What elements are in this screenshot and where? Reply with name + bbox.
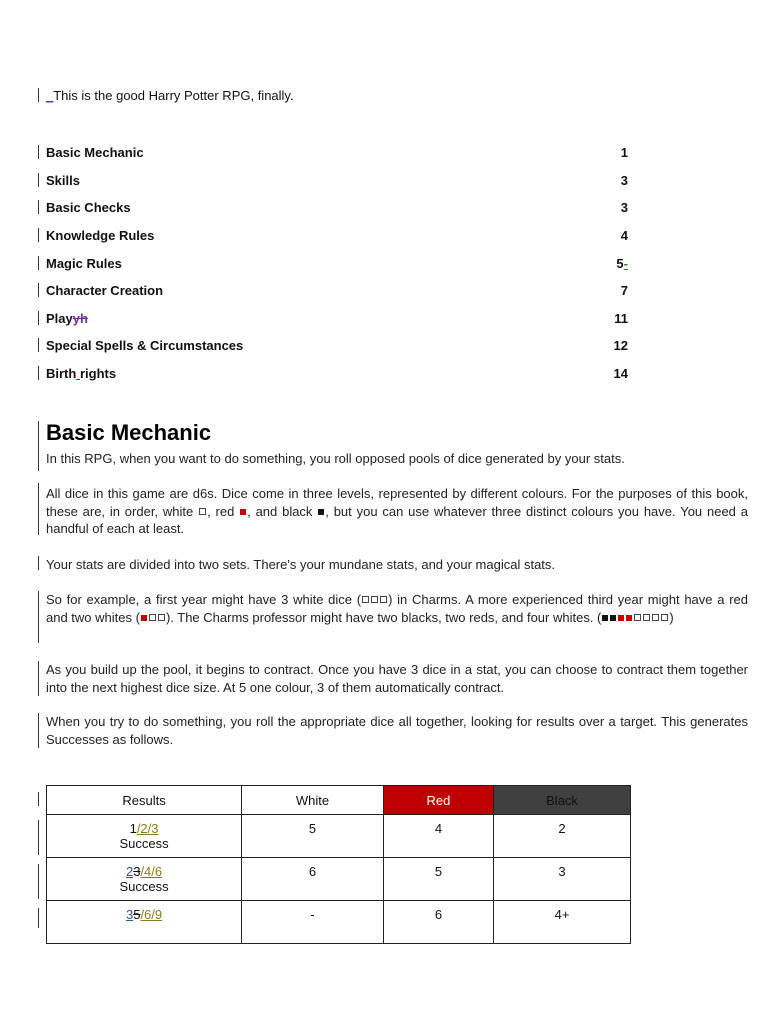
white-die-icon bbox=[634, 614, 641, 621]
red-die-icon bbox=[618, 615, 624, 621]
toc-title-text: Play bbox=[46, 311, 73, 326]
deleted-text: 5 bbox=[133, 907, 141, 922]
change-bar bbox=[38, 338, 39, 352]
paragraph-text: So for example, a first year might have 3 white dice ( bbox=[46, 592, 362, 607]
paragraph: Your stats are divided into two sets. There's your mundane stats, and your magical stats. bbox=[46, 557, 556, 572]
white-die-icon bbox=[371, 596, 378, 603]
paragraph-text: ) bbox=[669, 609, 674, 625]
table-header-cell: Results bbox=[47, 786, 242, 815]
table-cell: 6 bbox=[242, 858, 384, 901]
red-die-icon bbox=[141, 615, 147, 621]
change-bar bbox=[38, 792, 39, 806]
change-bar bbox=[38, 173, 39, 187]
paragraph: When you try to do something, you roll the appropriate dice all together, looking for results over a target. This generates Successes as follows. bbox=[46, 714, 748, 747]
paragraph bbox=[46, 485, 748, 538]
change-bar bbox=[38, 200, 39, 214]
cell-text: 1 bbox=[129, 821, 137, 836]
white-die-icon bbox=[652, 614, 659, 621]
white-die-icon bbox=[380, 596, 387, 603]
deleted-text: 3 bbox=[133, 864, 141, 879]
intro-line bbox=[46, 88, 294, 103]
change-bar bbox=[38, 483, 39, 535]
black-die-icon bbox=[602, 615, 608, 621]
toc-title: Basic Checks bbox=[46, 200, 131, 215]
toc-entry-play[interactable] bbox=[46, 311, 628, 326]
table-row bbox=[47, 858, 631, 901]
black-die-icon bbox=[610, 615, 616, 621]
table-header-cell: Black bbox=[494, 786, 631, 815]
table-header-cell: White bbox=[242, 786, 384, 815]
red-die-icon bbox=[240, 509, 246, 515]
white-die-icon bbox=[362, 596, 369, 603]
change-bar bbox=[38, 228, 39, 242]
paragraph-text: , but you can use whatever three distinct colours you have. You need a handful of each at least. bbox=[46, 503, 748, 536]
red-die-icon bbox=[626, 615, 632, 621]
change-bar bbox=[38, 591, 39, 643]
table-cell: 6 bbox=[383, 901, 493, 944]
inserted-mark: _ bbox=[46, 88, 54, 103]
toc-page: 3 bbox=[620, 200, 628, 215]
intro-text: This is the good Harry Potter RPG, finally. bbox=[53, 88, 294, 103]
toc-entry-knowledge-rules[interactable] bbox=[46, 228, 628, 243]
paragraph-text: , red bbox=[207, 503, 240, 519]
toc-title-text: Birth bbox=[46, 366, 77, 381]
toc-page: 1 bbox=[620, 145, 628, 160]
inserted-text: 2 bbox=[125, 864, 134, 879]
change-bar bbox=[38, 366, 39, 380]
change-bar bbox=[38, 421, 39, 471]
toc-title: Magic Rules bbox=[46, 256, 122, 271]
toc-page: 7 bbox=[620, 283, 628, 298]
table-cell: 2 bbox=[494, 815, 631, 858]
toc-title bbox=[46, 311, 88, 326]
change-bar bbox=[38, 661, 39, 696]
inserted-text: /6/9 bbox=[140, 907, 163, 922]
cell-text: Success bbox=[119, 836, 169, 851]
deleted-text: yh bbox=[72, 311, 88, 326]
table-cell bbox=[47, 815, 242, 858]
toc-entry-magic-rules[interactable] bbox=[46, 256, 628, 271]
table-header-row bbox=[47, 786, 631, 815]
paragraph: As you build up the pool, it begins to contract. Once you have 3 dice in a stat, you can choose to contract them together into the next highest dice size. At 5 one colour, 3 of them automatically contract. bbox=[46, 662, 748, 695]
white-die-icon bbox=[149, 614, 156, 621]
white-die-icon bbox=[661, 614, 668, 621]
table-row bbox=[47, 815, 631, 858]
table-cell: 5 bbox=[383, 858, 493, 901]
paragraph: In this RPG, when you want to do something, you roll opposed pools of dice generated by your stats. bbox=[46, 451, 625, 466]
table-cell bbox=[47, 858, 242, 901]
toc-page: 4 bbox=[620, 228, 628, 243]
table-header-cell: Red bbox=[383, 786, 493, 815]
paragraph-text: All dice in this game are d6s. Dice come in three levels, represented by different colours. For the purposes of this book, these are, in order, white bbox=[46, 486, 748, 519]
paragraph-text: , and black bbox=[247, 503, 318, 519]
toc-entry-basic-checks[interactable] bbox=[46, 200, 628, 215]
change-bar bbox=[38, 864, 39, 899]
toc-page: 14 bbox=[613, 366, 628, 381]
table-cell: 5 bbox=[242, 815, 384, 858]
table-cell: 4+ bbox=[494, 901, 631, 944]
table-cell: 4 bbox=[383, 815, 493, 858]
change-bar bbox=[38, 908, 39, 928]
change-bar bbox=[38, 820, 39, 855]
inserted-text: 3 bbox=[125, 907, 134, 922]
white-die-icon bbox=[158, 614, 165, 621]
change-bar bbox=[38, 256, 39, 270]
change-bar bbox=[38, 145, 39, 159]
paragraph bbox=[46, 591, 748, 626]
toc-entry-skills[interactable] bbox=[46, 173, 628, 188]
table-cell bbox=[47, 901, 242, 944]
toc-page: 11 bbox=[614, 311, 628, 326]
paragraph-text: ) in Charms. A more experienced third year might have a red and two whites ( bbox=[46, 592, 748, 625]
white-die-icon bbox=[643, 614, 650, 621]
cell-text: Success bbox=[119, 879, 169, 894]
toc-entry-basic-mechanic[interactable] bbox=[46, 145, 628, 160]
white-die-icon bbox=[199, 508, 206, 515]
toc-page-number: 5 bbox=[616, 256, 624, 271]
toc-title: Skills bbox=[46, 173, 80, 188]
toc-title: Basic Mechanic bbox=[46, 145, 144, 160]
toc-page: 3 bbox=[620, 173, 628, 188]
inserted-mark: - bbox=[623, 256, 628, 271]
paragraph-text: ). The Charms professor might have two blacks, two reds, and four whites. ( bbox=[165, 609, 602, 625]
toc-entry-character-creation[interactable] bbox=[46, 283, 628, 298]
toc-title: Knowledge Rules bbox=[46, 228, 155, 243]
success-table bbox=[46, 785, 631, 944]
toc-page bbox=[616, 256, 628, 271]
change-bar bbox=[38, 283, 39, 297]
table-row bbox=[47, 901, 631, 944]
change-bar bbox=[38, 713, 39, 748]
black-die-icon bbox=[318, 509, 324, 515]
toc-title bbox=[46, 366, 116, 381]
inserted-text: /4/6 bbox=[140, 864, 163, 879]
table-cell: 3 bbox=[494, 858, 631, 901]
toc-entry-special-spells[interactable] bbox=[46, 338, 628, 353]
toc-title: Character Creation bbox=[46, 283, 164, 298]
toc-entry-birthrights[interactable] bbox=[46, 366, 628, 381]
inserted-text: /2/3 bbox=[136, 821, 159, 836]
change-bar bbox=[38, 311, 39, 325]
section-heading: Basic Mechanic bbox=[46, 420, 212, 445]
toc-page: 12 bbox=[613, 338, 628, 353]
change-bar bbox=[38, 556, 39, 570]
toc-title-text: rights bbox=[79, 366, 117, 381]
toc-title: Special Spells & Circumstances bbox=[46, 338, 244, 353]
table-cell: - bbox=[242, 901, 384, 944]
change-bar bbox=[38, 88, 39, 102]
